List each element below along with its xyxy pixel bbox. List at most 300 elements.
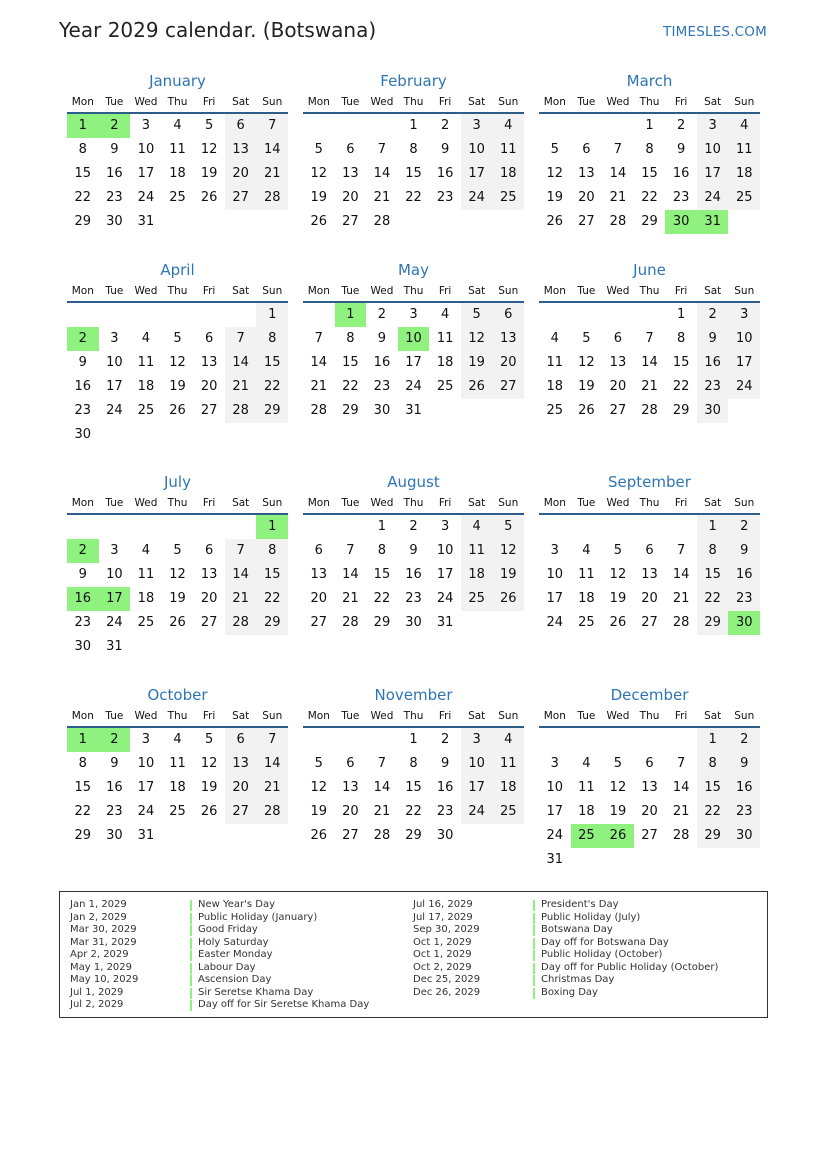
empty-cell — [461, 399, 493, 423]
empty-cell — [225, 824, 257, 848]
empty-cell — [492, 824, 524, 848]
day-cell: 29 — [256, 399, 288, 423]
day-cell: 19 — [492, 563, 524, 587]
empty-cell — [225, 303, 257, 327]
holiday-legend — [59, 891, 768, 1018]
day-cell: 12 — [200, 756, 218, 771]
day-cell: 16 — [373, 355, 391, 370]
day-cell: 9 — [728, 752, 760, 776]
day-cell: 11 — [492, 138, 524, 162]
day-cell: 19 — [310, 190, 328, 205]
day-cell: 7 — [256, 114, 288, 138]
weekday-label: Fri — [438, 285, 452, 297]
day-cell: 7 — [645, 331, 654, 346]
holiday-date: Jul 17, 2029 — [413, 911, 473, 923]
empty-cell — [492, 611, 524, 635]
weekday-label: Mon — [543, 710, 566, 722]
weekday-label: Sat — [704, 497, 722, 509]
holiday-date: Sep 30, 2029 — [413, 924, 480, 935]
day-cell: 9 — [110, 142, 119, 157]
weekday-label: Fri — [438, 497, 452, 509]
empty-cell — [225, 515, 257, 539]
weekday-label: Wed — [606, 96, 630, 108]
day-cell: 25 — [137, 615, 155, 630]
day-cell: 30 — [697, 399, 729, 423]
holiday-name: President's Day — [541, 899, 619, 910]
week-row — [303, 162, 524, 186]
day-cell: 15 — [405, 780, 422, 795]
weekday-label: Wed — [606, 285, 630, 297]
day-cell: 5 — [582, 331, 591, 346]
weekday-label: Sat — [704, 285, 722, 297]
week-row — [539, 186, 760, 210]
day-cell: 22 — [672, 379, 690, 394]
empty-cell — [193, 824, 225, 848]
day-cell: 6 — [645, 756, 654, 771]
weekday-label: Wed — [606, 710, 630, 722]
day-cell: 12 — [492, 539, 524, 563]
weekday-label: Thu — [403, 96, 424, 108]
day-cell: 5 — [204, 732, 214, 747]
day-cell: 25 — [571, 824, 603, 848]
weekday-label: Sat — [468, 285, 486, 297]
weekday-label: Mon — [543, 96, 566, 108]
day-cell: 8 — [256, 539, 288, 563]
day-cell: 28 — [256, 800, 288, 824]
day-cell: 21 — [609, 190, 627, 205]
day-cell: 27 — [641, 615, 658, 630]
empty-cell — [461, 611, 493, 635]
day-cell: 26 — [609, 615, 627, 630]
week-row — [67, 303, 288, 327]
day-cell: 29 — [74, 214, 92, 229]
weekday-label: Sun — [262, 96, 283, 108]
day-cell: 9 — [676, 142, 686, 157]
day-cell: 3 — [461, 728, 493, 752]
day-cell: 21 — [225, 375, 257, 399]
day-cell: 28 — [225, 399, 257, 423]
empty-cell — [602, 515, 634, 539]
day-cell: 11 — [546, 355, 564, 370]
day-cell: 30 — [728, 611, 760, 635]
day-cell: 24 — [137, 804, 155, 819]
day-cell: 30 — [106, 214, 123, 229]
weekday-label: Wed — [370, 285, 394, 297]
day-cell: 29 — [74, 828, 92, 843]
weekday-label: Tue — [341, 96, 360, 108]
holiday-date: Mar 30, 2029 — [70, 924, 137, 935]
weekday-label: Sat — [468, 710, 486, 722]
day-cell: 15 — [405, 166, 422, 181]
weekday-label: Sun — [734, 710, 755, 722]
day-cell: 30 — [405, 615, 422, 630]
week-row — [67, 635, 288, 659]
day-cell: 25 — [492, 186, 524, 210]
day-cell: 15 — [74, 780, 92, 795]
weekday-label: Tue — [105, 710, 124, 722]
month-name: November — [374, 686, 453, 704]
day-cell: 14 — [641, 355, 658, 370]
weekday-label: Sun — [498, 710, 519, 722]
day-cell: 3 — [110, 331, 119, 346]
day-cell: 8 — [78, 142, 87, 157]
empty-cell — [665, 848, 697, 872]
day-cell: 3 — [141, 118, 151, 133]
weekday-label: Fri — [674, 96, 688, 108]
holiday-marker — [190, 950, 192, 961]
month-name: May — [397, 261, 429, 279]
weekday-label: Sat — [232, 285, 250, 297]
month-name: February — [380, 72, 447, 90]
day-cell: 13 — [641, 780, 658, 795]
day-cell: 18 — [169, 780, 186, 795]
week-row — [539, 138, 760, 162]
day-cell: 20 — [342, 190, 359, 205]
day-cell: 26 — [546, 214, 564, 229]
weekday-label: Sun — [262, 710, 283, 722]
day-cell: 30 — [106, 828, 123, 843]
day-cell: 23 — [106, 190, 123, 205]
day-cell: 6 — [204, 543, 214, 558]
empty-cell — [429, 399, 461, 423]
holiday-name: Holy Saturday — [198, 936, 269, 948]
day-cell: 28 — [672, 828, 690, 843]
day-cell: 19 — [578, 379, 595, 394]
holiday-name: Labour Day — [198, 961, 256, 973]
day-cell: 23 — [436, 804, 454, 819]
day-cell: 14 — [310, 355, 328, 370]
month-name: July — [164, 473, 191, 491]
day-cell: 6 — [225, 728, 257, 752]
weekday-label: Sun — [498, 497, 519, 509]
weekday-label: Mon — [71, 497, 94, 509]
day-cell: 31 — [405, 403, 422, 418]
day-cell: 16 — [74, 379, 92, 394]
empty-cell — [256, 635, 288, 659]
day-cell: 4 — [728, 114, 760, 138]
day-cell: 24 — [461, 800, 493, 824]
day-cell: 14 — [256, 138, 288, 162]
weekday-label: Tue — [105, 285, 124, 297]
empty-cell — [571, 114, 603, 138]
weekday-header — [303, 706, 524, 728]
day-cell: 14 — [672, 780, 690, 795]
day-cell: 24 — [728, 375, 760, 399]
weekday-label: Wed — [134, 96, 158, 108]
day-cell: 20 — [310, 591, 328, 606]
day-cell: 13 — [200, 355, 218, 370]
weekday-label: Wed — [134, 497, 158, 509]
week-row — [67, 423, 288, 447]
day-cell: 17 — [461, 162, 493, 186]
day-cell: 11 — [169, 756, 186, 771]
month-february — [303, 70, 524, 234]
day-cell: 24 — [461, 186, 493, 210]
day-cell: 21 — [672, 804, 690, 819]
holiday-entry — [70, 912, 369, 925]
holiday-name: Easter Monday — [198, 949, 273, 960]
day-cell: 16 — [728, 563, 760, 587]
holiday-list-right — [413, 899, 718, 999]
week-row — [67, 399, 288, 423]
day-cell: 23 — [728, 800, 760, 824]
day-cell: 7 — [676, 756, 686, 771]
day-cell: 20 — [609, 379, 627, 394]
empty-cell — [571, 848, 603, 872]
day-cell: 10 — [461, 752, 493, 776]
day-cell: 11 — [169, 142, 186, 157]
empty-cell — [728, 848, 760, 872]
day-cell: 15 — [641, 166, 658, 181]
month-april — [67, 259, 288, 447]
day-cell: 15 — [672, 355, 690, 370]
day-cell: 23 — [106, 804, 123, 819]
day-cell: 22 — [74, 190, 92, 205]
day-cell: 7 — [256, 728, 288, 752]
day-cell: 19 — [609, 591, 627, 606]
day-cell: 13 — [609, 355, 627, 370]
day-cell: 31 — [137, 828, 155, 843]
day-cell: 11 — [578, 567, 595, 582]
month-name: March — [626, 72, 673, 90]
day-cell: 15 — [697, 776, 729, 800]
empty-cell — [602, 303, 634, 327]
weekday-label: Mon — [307, 96, 330, 108]
day-cell: 1 — [645, 118, 654, 133]
week-row — [539, 375, 760, 399]
week-row — [539, 351, 760, 375]
day-cell: 20 — [200, 591, 218, 606]
day-cell: 29 — [641, 214, 658, 229]
week-row — [67, 186, 288, 210]
empty-cell — [461, 210, 493, 234]
week-row — [67, 611, 288, 635]
day-cell: 27 — [609, 403, 627, 418]
day-cell: 23 — [74, 403, 92, 418]
day-cell: 22 — [256, 375, 288, 399]
day-cell: 13 — [225, 138, 257, 162]
day-cell: 9 — [78, 567, 87, 582]
day-cell: 9 — [409, 543, 418, 558]
day-cell: 14 — [225, 563, 257, 587]
empty-cell — [162, 635, 194, 659]
week-row — [67, 752, 288, 776]
week-row — [303, 351, 524, 375]
day-cell: 28 — [672, 615, 690, 630]
day-cell: 7 — [613, 142, 623, 157]
week-row — [67, 327, 288, 351]
day-cell: 17 — [546, 591, 564, 606]
empty-cell — [162, 303, 194, 327]
empty-cell — [303, 303, 335, 327]
empty-cell — [539, 728, 571, 752]
day-cell: 23 — [697, 375, 729, 399]
day-cell: 1 — [377, 519, 387, 534]
month-name: January — [149, 72, 206, 90]
day-cell: 5 — [492, 515, 524, 539]
holiday-name: Public Holiday (October) — [541, 949, 663, 960]
day-cell: 18 — [546, 379, 564, 394]
day-cell: 19 — [461, 351, 493, 375]
empty-cell — [162, 210, 194, 234]
day-cell: 17 — [137, 166, 155, 181]
week-row — [303, 563, 524, 587]
day-cell: 26 — [200, 804, 218, 819]
day-cell: 28 — [256, 186, 288, 210]
day-cell: 12 — [169, 355, 186, 370]
holiday-entry — [70, 962, 369, 975]
week-row — [539, 114, 760, 138]
day-cell: 18 — [492, 162, 524, 186]
empty-cell — [398, 210, 430, 234]
holiday-name: Christmas Day — [541, 974, 615, 985]
month-name: October — [147, 686, 208, 704]
day-cell: 7 — [225, 539, 257, 563]
empty-cell — [461, 824, 493, 848]
month-name: September — [608, 473, 691, 491]
empty-cell — [99, 423, 131, 447]
day-cell: 21 — [641, 379, 658, 394]
weekday-label: Fri — [438, 96, 452, 108]
day-cell: 30 — [728, 824, 760, 848]
holiday-entry — [70, 937, 369, 950]
weekday-label: Sat — [232, 710, 250, 722]
day-cell: 16 — [67, 587, 99, 611]
day-cell: 6 — [492, 303, 524, 327]
day-cell: 1 — [697, 515, 729, 539]
day-cell: 25 — [492, 800, 524, 824]
weekday-label: Wed — [370, 497, 394, 509]
empty-cell — [193, 635, 225, 659]
weekday-label: Mon — [543, 285, 566, 297]
weekday-label: Tue — [577, 710, 596, 722]
day-cell: 24 — [546, 615, 564, 630]
day-cell: 13 — [342, 166, 359, 181]
day-cell: 3 — [110, 543, 119, 558]
weekday-label: Mon — [543, 497, 566, 509]
day-cell: 29 — [697, 611, 729, 635]
empty-cell — [366, 728, 398, 752]
week-row — [67, 138, 288, 162]
holiday-name: Sir Seretse Khama Day — [198, 986, 314, 998]
day-cell: 9 — [377, 331, 387, 346]
week-row — [303, 824, 524, 848]
day-cell: 25 — [728, 186, 760, 210]
week-row — [539, 162, 760, 186]
day-cell: 27 — [225, 800, 257, 824]
empty-cell — [492, 210, 524, 234]
day-cell: 28 — [225, 611, 257, 635]
day-cell: 29 — [256, 611, 288, 635]
day-cell: 27 — [200, 615, 218, 630]
week-row — [539, 515, 760, 539]
weekday-label: Thu — [639, 497, 660, 509]
day-cell: 22 — [697, 587, 729, 611]
empty-cell — [225, 423, 257, 447]
weekday-label: Mon — [71, 285, 94, 297]
day-cell: 15 — [342, 355, 359, 370]
day-cell: 5 — [314, 142, 323, 157]
holiday-name: New Year's Day — [198, 899, 276, 910]
day-cell: 19 — [200, 780, 218, 795]
holiday-name: Good Friday — [198, 924, 258, 935]
holiday-name: Botswana Day — [541, 924, 613, 935]
empty-cell — [366, 114, 398, 138]
weekday-label: Thu — [167, 497, 188, 509]
day-cell: 20 — [492, 351, 524, 375]
day-cell: 20 — [225, 162, 257, 186]
week-row — [303, 138, 524, 162]
day-cell: 8 — [377, 543, 387, 558]
weekday-label: Fri — [202, 497, 216, 509]
weekday-label: Thu — [639, 96, 660, 108]
day-cell: 12 — [310, 780, 328, 795]
weekday-label: Sun — [734, 497, 755, 509]
day-cell: 6 — [346, 142, 355, 157]
day-cell: 2 — [67, 539, 99, 563]
month-march — [539, 70, 760, 234]
weekday-label: Thu — [167, 285, 188, 297]
weekday-label: Fri — [674, 497, 688, 509]
day-cell: 10 — [546, 567, 564, 582]
weekday-label: Sat — [232, 497, 250, 509]
week-row — [303, 752, 524, 776]
holiday-marker — [533, 975, 535, 986]
weekday-label: Fri — [674, 285, 688, 297]
weekday-label: Tue — [341, 710, 360, 722]
month-name: August — [387, 473, 440, 491]
holiday-entry — [413, 899, 718, 912]
day-cell: 6 — [204, 331, 214, 346]
day-cell: 3 — [550, 756, 559, 771]
holiday-date: Oct 2, 2029 — [413, 961, 472, 973]
week-row — [303, 776, 524, 800]
day-cell: 25 — [137, 403, 155, 418]
brand-link[interactable]: TIMESLES.COM — [663, 24, 767, 40]
holiday-marker — [533, 988, 535, 999]
holiday-name: Public Holiday (July) — [541, 911, 641, 923]
day-cell: 31 — [436, 615, 454, 630]
day-cell: 4 — [173, 118, 182, 133]
day-cell: 18 — [137, 379, 155, 394]
day-cell: 31 — [137, 214, 155, 229]
holiday-marker — [190, 988, 192, 999]
day-cell: 16 — [436, 780, 454, 795]
empty-cell — [335, 515, 367, 539]
day-cell: 28 — [310, 403, 328, 418]
week-row — [539, 327, 760, 351]
day-cell: 18 — [578, 591, 595, 606]
day-cell: 12 — [200, 142, 218, 157]
day-cell: 13 — [310, 567, 328, 582]
empty-cell — [571, 515, 603, 539]
day-cell: 4 — [440, 307, 450, 322]
month-november — [303, 684, 524, 848]
day-cell: 5 — [173, 543, 182, 558]
day-cell: 22 — [256, 587, 288, 611]
empty-cell — [193, 423, 225, 447]
weekday-label: Sun — [498, 285, 519, 297]
empty-cell — [303, 114, 335, 138]
day-cell: 9 — [728, 539, 760, 563]
week-row — [67, 563, 288, 587]
day-cell: 19 — [200, 166, 218, 181]
day-cell: 4 — [550, 331, 559, 346]
day-cell: 23 — [436, 190, 454, 205]
day-cell: 25 — [578, 615, 595, 630]
day-cell: 19 — [310, 804, 328, 819]
day-cell: 11 — [436, 331, 454, 346]
